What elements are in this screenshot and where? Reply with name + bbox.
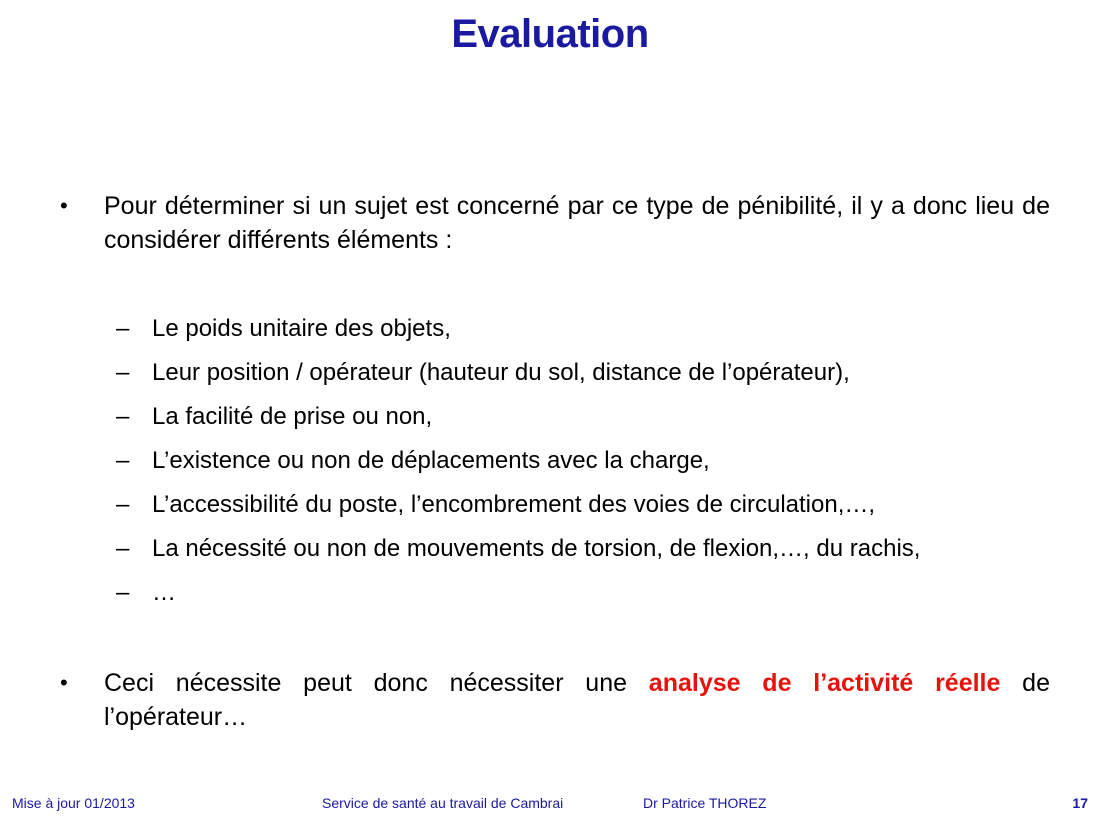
bullet-text-start: Ceci nécessite peut donc nécessiter une xyxy=(104,669,649,697)
bullet-text xyxy=(104,666,1050,734)
list-item-text: L’existence ou non de déplacements avec la charge, xyxy=(152,447,710,474)
bullet-item-2 xyxy=(60,666,1050,734)
list-item-text: … xyxy=(152,579,176,606)
dash-marker: – xyxy=(116,403,130,430)
bullet-item-1 xyxy=(60,189,1050,257)
list-item-text: La facilité de prise ou non, xyxy=(152,403,433,430)
dash-marker: – xyxy=(116,491,130,518)
list-item xyxy=(116,488,1066,532)
list-item xyxy=(116,576,1066,620)
list-item xyxy=(116,356,1066,400)
dash-marker: – xyxy=(116,535,130,562)
highlight-text: analyse de l’activité réelle xyxy=(648,669,1001,697)
dash-marker: – xyxy=(116,315,130,342)
dash-marker: – xyxy=(116,447,130,474)
footer-service: Service de santé au travail de Cambrai xyxy=(322,795,564,811)
bullet-marker: • xyxy=(60,670,68,695)
list-item xyxy=(116,312,1066,356)
bullet-text: Pour déterminer si un sujet est concerné par ce type de pénibilité, il y a donc lieu de considérer différents éléments : xyxy=(104,192,1050,254)
list-item xyxy=(116,444,1066,488)
bullet-marker: • xyxy=(60,193,68,218)
page-number: 17 xyxy=(1072,795,1088,811)
bullet-text-end: de l’opérateur… xyxy=(104,669,1050,731)
list-item-text: Leur position / opérateur (hauteur du sol, distance de l’opérateur), xyxy=(152,359,850,386)
dash-marker: – xyxy=(116,579,130,606)
list-item-text: L’accessibilité du poste, l’encombrement des voies de circulation,…, xyxy=(152,491,876,518)
list-item-text: Le poids unitaire des objets, xyxy=(152,315,451,342)
list-item-text: La nécessité ou non de mouvements de torsion, de flexion,…, du rachis, xyxy=(152,535,921,562)
footer-update-date: Mise à jour 01/2013 xyxy=(12,795,135,811)
footer-author: Dr Patrice THOREZ xyxy=(643,795,767,811)
sub-list xyxy=(116,312,1066,620)
list-item xyxy=(116,532,1066,576)
list-item xyxy=(116,400,1066,444)
slide-title: Evaluation xyxy=(451,12,649,56)
dash-marker: – xyxy=(116,359,130,386)
